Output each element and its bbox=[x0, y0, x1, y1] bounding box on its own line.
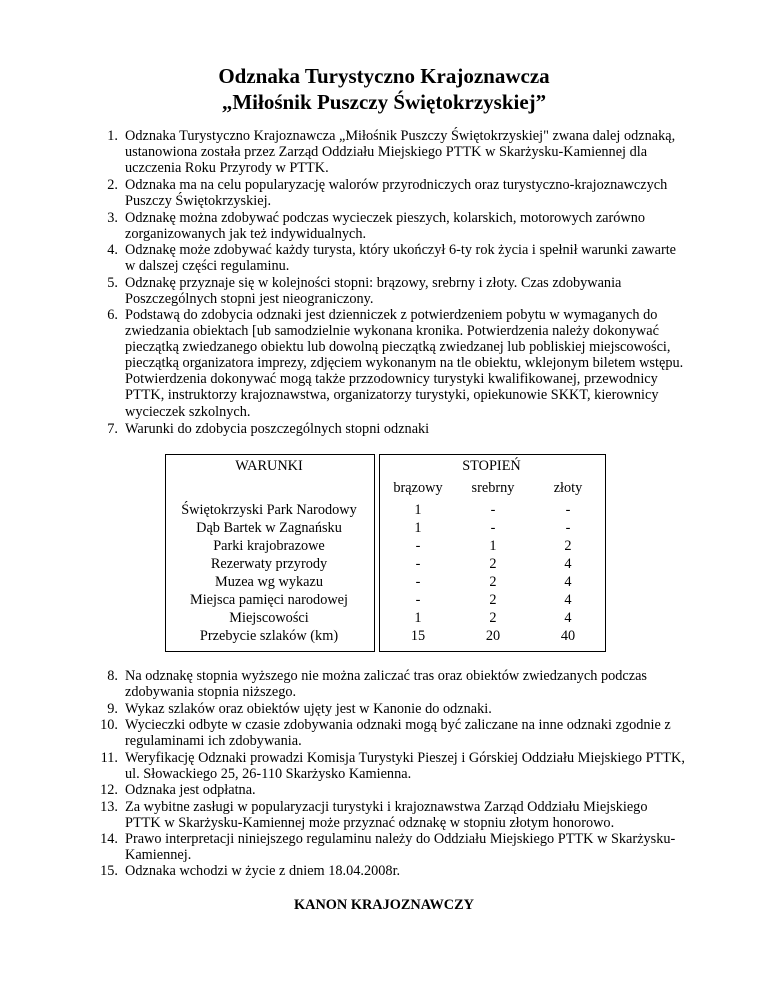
cell-gold: 4 bbox=[564, 574, 572, 590]
item-text: Odznakę przyznaje się w kolejności stopni: brązowy, srebrny i złoty. Czas zdobywania Poszczególnych stopni jest nieograniczony. bbox=[125, 275, 622, 308]
cell-gold: 40 bbox=[560, 628, 576, 644]
item-text: Odznakę może zdobywać każdy turysta, który ukończył 6-ty rok życia i spełnił warunki zawarte w dalszej części regulaminu. bbox=[125, 242, 677, 275]
cell-bronze: - bbox=[415, 592, 421, 608]
list-item bbox=[100, 799, 685, 832]
item-number: 13. bbox=[100, 799, 118, 815]
list-item bbox=[107, 210, 685, 243]
list-item bbox=[100, 717, 685, 750]
header-warunki: WARUNKI bbox=[235, 458, 303, 474]
cell-bronze: 1 bbox=[414, 502, 422, 518]
cell-silver: 2 bbox=[489, 592, 497, 608]
item-number: 9. bbox=[107, 701, 118, 717]
item-text: Odznaka ma na celu popularyzację walorów przyrodniczych oraz turystyczno-krajoznawczych Puszczy Świętokrzyskiej. bbox=[125, 177, 668, 210]
column-header-gold: złoty bbox=[553, 480, 583, 496]
cell-bronze: 15 bbox=[410, 628, 426, 644]
item-number: 11. bbox=[100, 750, 118, 766]
table-row bbox=[165, 556, 606, 574]
row-label: Dąb Bartek w Zagnańsku bbox=[196, 520, 342, 536]
item-text: Wycieczki odbyte w czasie zdobywania odznaki mogą być zaliczane na inne odznaki zgodnie z regulaminami ich zdobywania. bbox=[125, 717, 671, 750]
list-item bbox=[107, 128, 685, 177]
item-number: 7. bbox=[107, 421, 118, 437]
item-number: 6. bbox=[107, 307, 118, 323]
item-number: 12. bbox=[100, 782, 118, 798]
cell-silver: 2 bbox=[489, 556, 497, 572]
cell-gold: - bbox=[565, 520, 571, 536]
kanon-heading: KANON KRAJOZNAWCZY bbox=[294, 897, 474, 913]
item-text: Podstawą do zdobycia odznaki jest dzienniczek z potwierdzeniem pobytu w wymaganych do zwiedzania obiektach [ub samodzielnie wykonana kronika. Potwierdzenia należy dokonywać pieczątką zwiedzanego obiektu lub dowolną pieczątką zwiedzanej lub pobliskiej miejscowości, pieczątką organizatora imprezy, zdjęciem wykonanym na tle obiektu, wklejonym biletem wstępu. Potwierdzenia dokonywać mogą także przzodownicy turystyki kwalifikowanej, przewodnicy PTTK, instruktorzy krajoznawstwa, organizatorzy turystyki, opiekunowie SKKT, kierownicy wycieczek szkolnych. bbox=[125, 307, 684, 420]
list-item bbox=[107, 177, 685, 210]
cell-gold: 4 bbox=[564, 610, 572, 626]
requirements-table bbox=[165, 454, 606, 652]
item-number: 10. bbox=[100, 717, 118, 733]
item-text: Warunki do zdobycia poszczególnych stopni odznaki bbox=[125, 421, 430, 437]
cell-silver: - bbox=[490, 520, 496, 536]
item-number: 4. bbox=[107, 242, 118, 258]
table-row bbox=[165, 592, 606, 610]
table-row bbox=[165, 610, 606, 628]
list-item bbox=[107, 701, 685, 717]
list-item bbox=[100, 750, 685, 783]
item-text: Na odznakę stopnia wyższego nie można zaliczać tras oraz obiektów zwiedzanych podczas zdobywania stopnia niższego. bbox=[125, 668, 647, 701]
row-label: Parki krajobrazowe bbox=[213, 538, 325, 554]
cell-silver: 2 bbox=[489, 574, 497, 590]
list-item bbox=[100, 831, 685, 864]
item-number: 2. bbox=[107, 177, 118, 193]
item-text: Weryfikację Odznaki prowadzi Komisja Turystyki Pieszej i Górskiej Oddziału Miejskiego PTTK, ul. Słowackiego 25, 26-110 Skarżysko Kamienna. bbox=[125, 750, 685, 783]
cell-silver: 2 bbox=[489, 610, 497, 626]
item-number: 8. bbox=[107, 668, 118, 684]
cell-gold: 4 bbox=[564, 592, 572, 608]
row-label: Miejsca pamięci narodowej bbox=[190, 592, 348, 608]
title-line-2: „Miłośnik Puszczy Świętokrzyskiej” bbox=[221, 90, 547, 114]
table-row bbox=[165, 574, 606, 592]
cell-gold: 4 bbox=[564, 556, 572, 572]
list-item bbox=[107, 242, 685, 275]
item-number: 5. bbox=[107, 275, 118, 291]
list-item bbox=[107, 421, 685, 437]
row-label: Rezerwaty przyrody bbox=[210, 556, 328, 572]
list-item bbox=[100, 782, 685, 798]
document-title bbox=[0, 63, 768, 115]
cell-gold: 2 bbox=[564, 538, 572, 554]
cell-bronze: 1 bbox=[414, 520, 422, 536]
cell-bronze: 1 bbox=[414, 610, 422, 626]
row-label: Przebycie szlaków (km) bbox=[199, 628, 339, 644]
item-text: Odznakę można zdobywać podczas wycieczek pieszych, kolarskich, motorowych zarówno zorganizowanych jak też indywidualnych. bbox=[125, 210, 646, 243]
row-label: Miejscowości bbox=[229, 610, 309, 626]
item-text: Wykaz szlaków oraz obiektów ujęty jest w Kanonie do odznaki. bbox=[125, 701, 492, 717]
cell-bronze: - bbox=[415, 556, 421, 572]
header-stopien: STOPIEŃ bbox=[462, 458, 521, 474]
table-row bbox=[165, 628, 606, 646]
item-number: 15. bbox=[100, 863, 118, 879]
row-label: Muzea wg wykazu bbox=[215, 574, 323, 590]
table-row bbox=[165, 538, 606, 556]
list-item bbox=[107, 275, 685, 308]
column-header-silver: srebrny bbox=[471, 480, 515, 496]
title-line-1: Odznaka Turystyczno Krajoznawcza bbox=[218, 64, 550, 88]
cell-silver: 1 bbox=[489, 538, 497, 554]
table-row bbox=[165, 502, 606, 520]
list-item bbox=[107, 307, 685, 420]
item-number: 1. bbox=[107, 128, 118, 144]
cell-silver: 20 bbox=[485, 628, 501, 644]
item-text: Odznaka Turystyczno Krajoznawcza „Miłośnik Puszczy Świętokrzyskiej" zwana dalej odznaką, ustanowiona została przez Zarząd Oddziału Miejskiego PTTK w Skarżysku-Kamiennej dla uczczenia Roku Przyrody w PTTK. bbox=[125, 128, 676, 177]
item-text: Odznaka jest odpłatna. bbox=[125, 782, 256, 798]
item-number: 14. bbox=[100, 831, 118, 847]
item-number: 3. bbox=[107, 210, 118, 226]
item-text: Prawo interpretacji niniejszego regulaminu należy do Oddziału Miejskiego PTTK w Skarżysku-Kamiennej. bbox=[125, 831, 676, 864]
row-label: Świętokrzyski Park Narodowy bbox=[181, 502, 357, 518]
item-text: Odznaka wchodzi w życie z dniem 18.04.2008r. bbox=[125, 863, 401, 879]
list-item bbox=[107, 668, 685, 701]
list-item bbox=[100, 863, 685, 879]
table-row bbox=[165, 520, 606, 538]
cell-bronze: - bbox=[415, 538, 421, 554]
cell-gold: - bbox=[565, 502, 571, 518]
cell-silver: - bbox=[490, 502, 496, 518]
item-text: Za wybitne zasługi w popularyzacji turystyki i krajoznawstwa Zarząd Oddziału Miejskiego PTTK w Skarżysku-Kamiennej może przyznać odznakę w stopniu złotym honorowo. bbox=[125, 799, 648, 832]
column-header-bronze: brązowy bbox=[393, 480, 443, 496]
cell-bronze: - bbox=[415, 574, 421, 590]
